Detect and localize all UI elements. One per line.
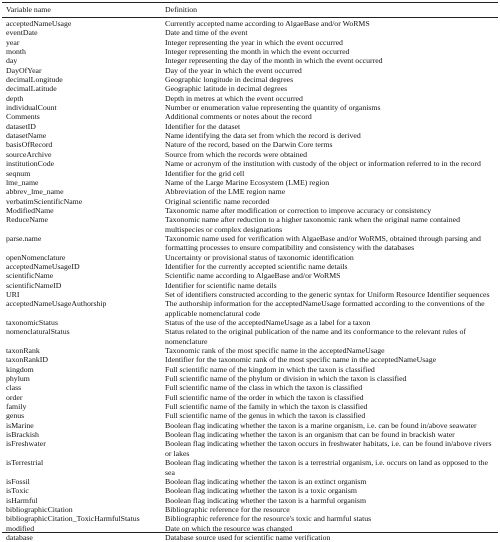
table-row xyxy=(0,318,500,327)
table-row xyxy=(0,187,500,196)
table-row xyxy=(0,355,500,364)
table-row xyxy=(0,383,500,392)
variable-name-cell: lme_name xyxy=(6,177,39,187)
table-row xyxy=(0,327,500,346)
variable-name-cell: parse.name xyxy=(6,233,42,243)
table-row xyxy=(0,56,500,65)
definition-cell: Identifier for the currently accepted scientific name details xyxy=(165,261,348,271)
definition-cell: Bibliographic reference for the resource's toxic and harmful status xyxy=(165,514,372,524)
table-row xyxy=(0,402,500,411)
table-row xyxy=(0,103,500,112)
definition-cell: Scientific name according to AlgaeBase and/or WoRMS xyxy=(165,271,341,281)
variable-name-cell: class xyxy=(6,383,22,393)
table-bottom-rule xyxy=(2,532,498,533)
variable-name-cell: decimalLatitude xyxy=(6,84,57,94)
definition-cell: Status of the use of the acceptedNameUsage as a label for a taxon xyxy=(165,318,371,327)
variable-name-cell: isHarmful xyxy=(6,495,38,505)
definition-cell: Uncertainty or provisional status of taxonomic identification xyxy=(165,252,354,262)
table-row xyxy=(0,84,500,93)
definition-cell: Boolean flag indicating whether the taxon is an extinct organism xyxy=(165,476,367,486)
variable-name-cell: database xyxy=(6,532,33,542)
variable-name-cell: acceptedNameUsage xyxy=(6,19,72,28)
variable-name-cell: URI xyxy=(6,289,20,299)
variable-name-cell: decimalLongitude xyxy=(6,75,63,85)
definition-cell: Identifier for the dataset xyxy=(165,121,241,131)
definition-cell: Identifier for the taxonomic rank of the most specific name in the acceptedNameUsage xyxy=(165,355,437,365)
definition-cell: Boolean flag indicating whether the taxon is a marine organism, i.e. can be found in/above seawater xyxy=(165,420,477,430)
definition-cell: Name or acronym of the institution with custody of the object or information referred to in the record xyxy=(165,159,481,169)
variable-name-cell: openNomenclature xyxy=(6,252,66,262)
variable-name-cell: nomenclaturalStatus xyxy=(6,327,70,337)
table-row xyxy=(0,411,500,420)
variable-name-cell: acceptedNameUsageID xyxy=(6,261,80,271)
variable-name-cell: abbrev_lme_name xyxy=(6,187,64,197)
variable-name-cell: order xyxy=(6,392,23,402)
definition-cell: Full scientific name of the family in which the taxon is classified xyxy=(165,402,368,412)
variable-name-cell: ReduceName xyxy=(6,215,48,225)
variable-name-cell: taxonRank xyxy=(6,346,40,356)
variable-name-cell: bibliographicCitation xyxy=(6,504,73,514)
table-body xyxy=(0,19,500,542)
variable-name-cell: isFossil xyxy=(6,476,30,486)
table-row xyxy=(0,38,500,47)
definition-cell: Original scientific name recorded xyxy=(165,196,270,206)
table-top-rule xyxy=(2,2,498,3)
table-row xyxy=(0,206,500,215)
table-row xyxy=(0,271,500,280)
variable-name-cell: bibliographicCitation_ToxicHarmfulStatus xyxy=(6,514,140,524)
definition-cell: Source from which the records were obtained xyxy=(165,149,308,159)
variable-name-cell: family xyxy=(6,402,27,412)
definition-cell: Database source used for scientific name verification xyxy=(165,532,331,542)
definition-cell: Identifier for the grid cell xyxy=(165,168,245,178)
variable-name-cell: institutionCode xyxy=(6,159,55,169)
variable-name-cell: datasetName xyxy=(6,131,47,141)
variable-name-cell: verbatimScientificName xyxy=(6,196,83,206)
variable-name-cell: Comments xyxy=(6,112,40,122)
definition-cell: Taxonomic name after modification or correction to improve accuracy or consistency xyxy=(165,205,432,215)
table-row xyxy=(0,421,500,430)
variable-name-cell: isTerrestrial xyxy=(6,458,44,468)
table-header-row xyxy=(0,4,500,16)
definition-cell: Integer representing the year in which the event occurred xyxy=(165,37,343,47)
table-row xyxy=(0,486,500,495)
definition-cell: Abbreviation of the LME region name xyxy=(165,187,286,197)
variable-name-cell: kingdom xyxy=(6,364,34,374)
definition-cell: Full scientific name of the kingdom in which the taxon is classified xyxy=(165,364,375,374)
definition-cell: Integer representing the month in which the event occurred xyxy=(165,47,350,57)
variable-name-cell: taxonRankID xyxy=(6,355,49,365)
definition-cell: Date on which the resource was changed xyxy=(165,523,293,533)
table-row xyxy=(0,150,500,159)
variable-name-cell: isToxic xyxy=(6,486,29,496)
definition-cell: Set of identifiers constructed according to the generic syntax for Uniform Resource Identifier sequences xyxy=(165,289,490,299)
table-row xyxy=(0,178,500,187)
definition-cell: Full scientific name of the class in which the taxon is classified xyxy=(165,383,363,393)
variable-name-cell: isMarine xyxy=(6,420,34,430)
definition-cell: Number or enumeration value representing the quantity of organisms xyxy=(165,103,381,113)
definition-cell: Boolean flag indicating whether the taxon is a harmful organism xyxy=(165,495,367,505)
table-row xyxy=(0,346,500,355)
definition-cell: Full scientific name of the genus in which the taxon is classified xyxy=(165,411,366,421)
definition-cell: Boolean flag indicating whether the taxon is a toxic organism xyxy=(165,486,357,496)
table-row xyxy=(0,393,500,402)
definition-cell: Boolean flag indicating whether the taxon is an organism that can be found in brackish water xyxy=(165,430,455,440)
definition-cell: Nature of the record, based on the Darwin Core terms xyxy=(165,140,333,150)
definition-cell: Currently accepted name according to AlgaeBase and/or WoRMS xyxy=(165,19,370,28)
variable-name-cell: year xyxy=(6,37,20,47)
table-row xyxy=(0,439,500,458)
definition-cell: Name of the Large Marine Ecosystem (LME) region xyxy=(165,177,330,187)
variable-name-cell: sourceArchive xyxy=(6,149,52,159)
definition-cell: Boolean flag indicating whether the taxon is a terrestrial organism, i.e. occurs on land as opposed to the sea xyxy=(165,458,488,477)
definition-cell: Identifier for scientific name details xyxy=(165,280,277,290)
definition-cell: Geographic longitude in decimal degrees xyxy=(165,75,294,85)
definition-cell: Taxonomic name after reduction to a higher taxonomic rank when the original name contained multispecies or complex designations xyxy=(165,215,460,234)
variable-name-cell: isBrackish xyxy=(6,430,39,440)
table-row xyxy=(0,169,500,178)
table-row xyxy=(0,140,500,149)
variable-name-cell: month xyxy=(6,47,26,57)
definition-cell: Additional comments or notes about the record xyxy=(165,112,312,122)
table-row xyxy=(0,253,500,262)
variable-name-cell: scientificNameID xyxy=(6,280,62,290)
table-row xyxy=(0,477,500,486)
variable-name-cell: eventDate xyxy=(6,28,38,38)
variable-name-cell: datasetID xyxy=(6,121,36,131)
definition-cell: Day of the year in which the event occurred xyxy=(165,65,302,75)
variable-name-cell: isFreshwater xyxy=(6,439,46,449)
column-header-definition: Definition xyxy=(165,5,198,14)
definition-cell: Full scientific name of the phylum or division in which the taxon is classified xyxy=(165,374,407,384)
table-row xyxy=(0,19,500,28)
table-header-rule xyxy=(2,17,498,18)
definition-cell: Full scientific name of the order in which the taxon is classified xyxy=(165,392,364,402)
table-row xyxy=(0,514,500,523)
variable-name-cell: day xyxy=(6,56,18,66)
definition-cell: Name identifying the data set from which the record is derived xyxy=(165,131,361,141)
definition-cell: Boolean flag indicating whether the taxon occurs in freshwater habitats, i.e. can be found in/above rivers or lakes xyxy=(165,439,492,458)
variable-name-cell: genus xyxy=(6,411,25,421)
variable-name-cell: acceptedNameUsageAuthorship xyxy=(6,299,107,309)
table-row xyxy=(0,197,500,206)
variable-name-cell: scientificName xyxy=(6,271,54,281)
variable-name-cell: taxonomicStatus xyxy=(6,318,58,327)
definition-cell: The authorship information for the acceptedNameUsage formatted according to the conventions of the applicable nomenclatural code xyxy=(165,299,485,318)
table-row xyxy=(0,430,500,439)
table-row xyxy=(0,28,500,37)
table-row xyxy=(0,94,500,103)
definition-cell: Status related to the original publication of the name and its conformance to the relevant rules of nomenclature xyxy=(165,327,466,346)
definition-cell: Taxonomic name used for verification with AlgaeBase and/or WoRMS, obtained through parsing and formatting processes to ensure compatibility and consistency with the databases xyxy=(165,233,481,253)
variable-name-cell: depth xyxy=(6,93,24,103)
variable-name-cell: seqnum xyxy=(6,168,31,178)
table-row xyxy=(0,47,500,56)
definition-cell: Geographic latitude in decimal degrees xyxy=(165,84,288,94)
table-row xyxy=(0,122,500,131)
table-row xyxy=(0,234,500,253)
variable-name-cell: ModifiedName xyxy=(6,205,54,215)
definition-cell: Date and time of the event xyxy=(165,28,248,38)
table-row xyxy=(0,75,500,84)
definition-cell: Depth in metres at which the event occurred xyxy=(165,93,303,103)
table-row xyxy=(0,262,500,271)
table-row xyxy=(0,281,500,290)
variable-name-cell: individualCount xyxy=(6,103,57,113)
variable-name-cell: modified xyxy=(6,523,35,533)
definition-cell: Integer representing the day of the month in which the event occurred xyxy=(165,56,383,66)
table-row xyxy=(0,365,500,374)
variable-name-cell: DayOfYear xyxy=(6,65,42,75)
column-header-variable: Variable name xyxy=(6,5,51,14)
definition-cell: Bibliographic reference for the resource xyxy=(165,504,290,514)
table-row xyxy=(0,496,500,505)
table-row xyxy=(0,374,500,383)
table-row xyxy=(0,505,500,514)
table-row xyxy=(0,66,500,75)
table-row xyxy=(0,131,500,140)
table-row xyxy=(0,458,500,477)
variable-name-cell: basisOfRecord xyxy=(6,140,53,150)
table-row xyxy=(0,159,500,168)
table-row xyxy=(0,112,500,121)
table-row xyxy=(0,299,500,318)
table-row xyxy=(0,533,500,542)
table-row xyxy=(0,290,500,299)
table-row xyxy=(0,215,500,234)
definition-cell: Taxonomic rank of the most specific name in the acceptedNameUsage xyxy=(165,346,385,356)
variable-name-cell: phylum xyxy=(6,374,30,384)
